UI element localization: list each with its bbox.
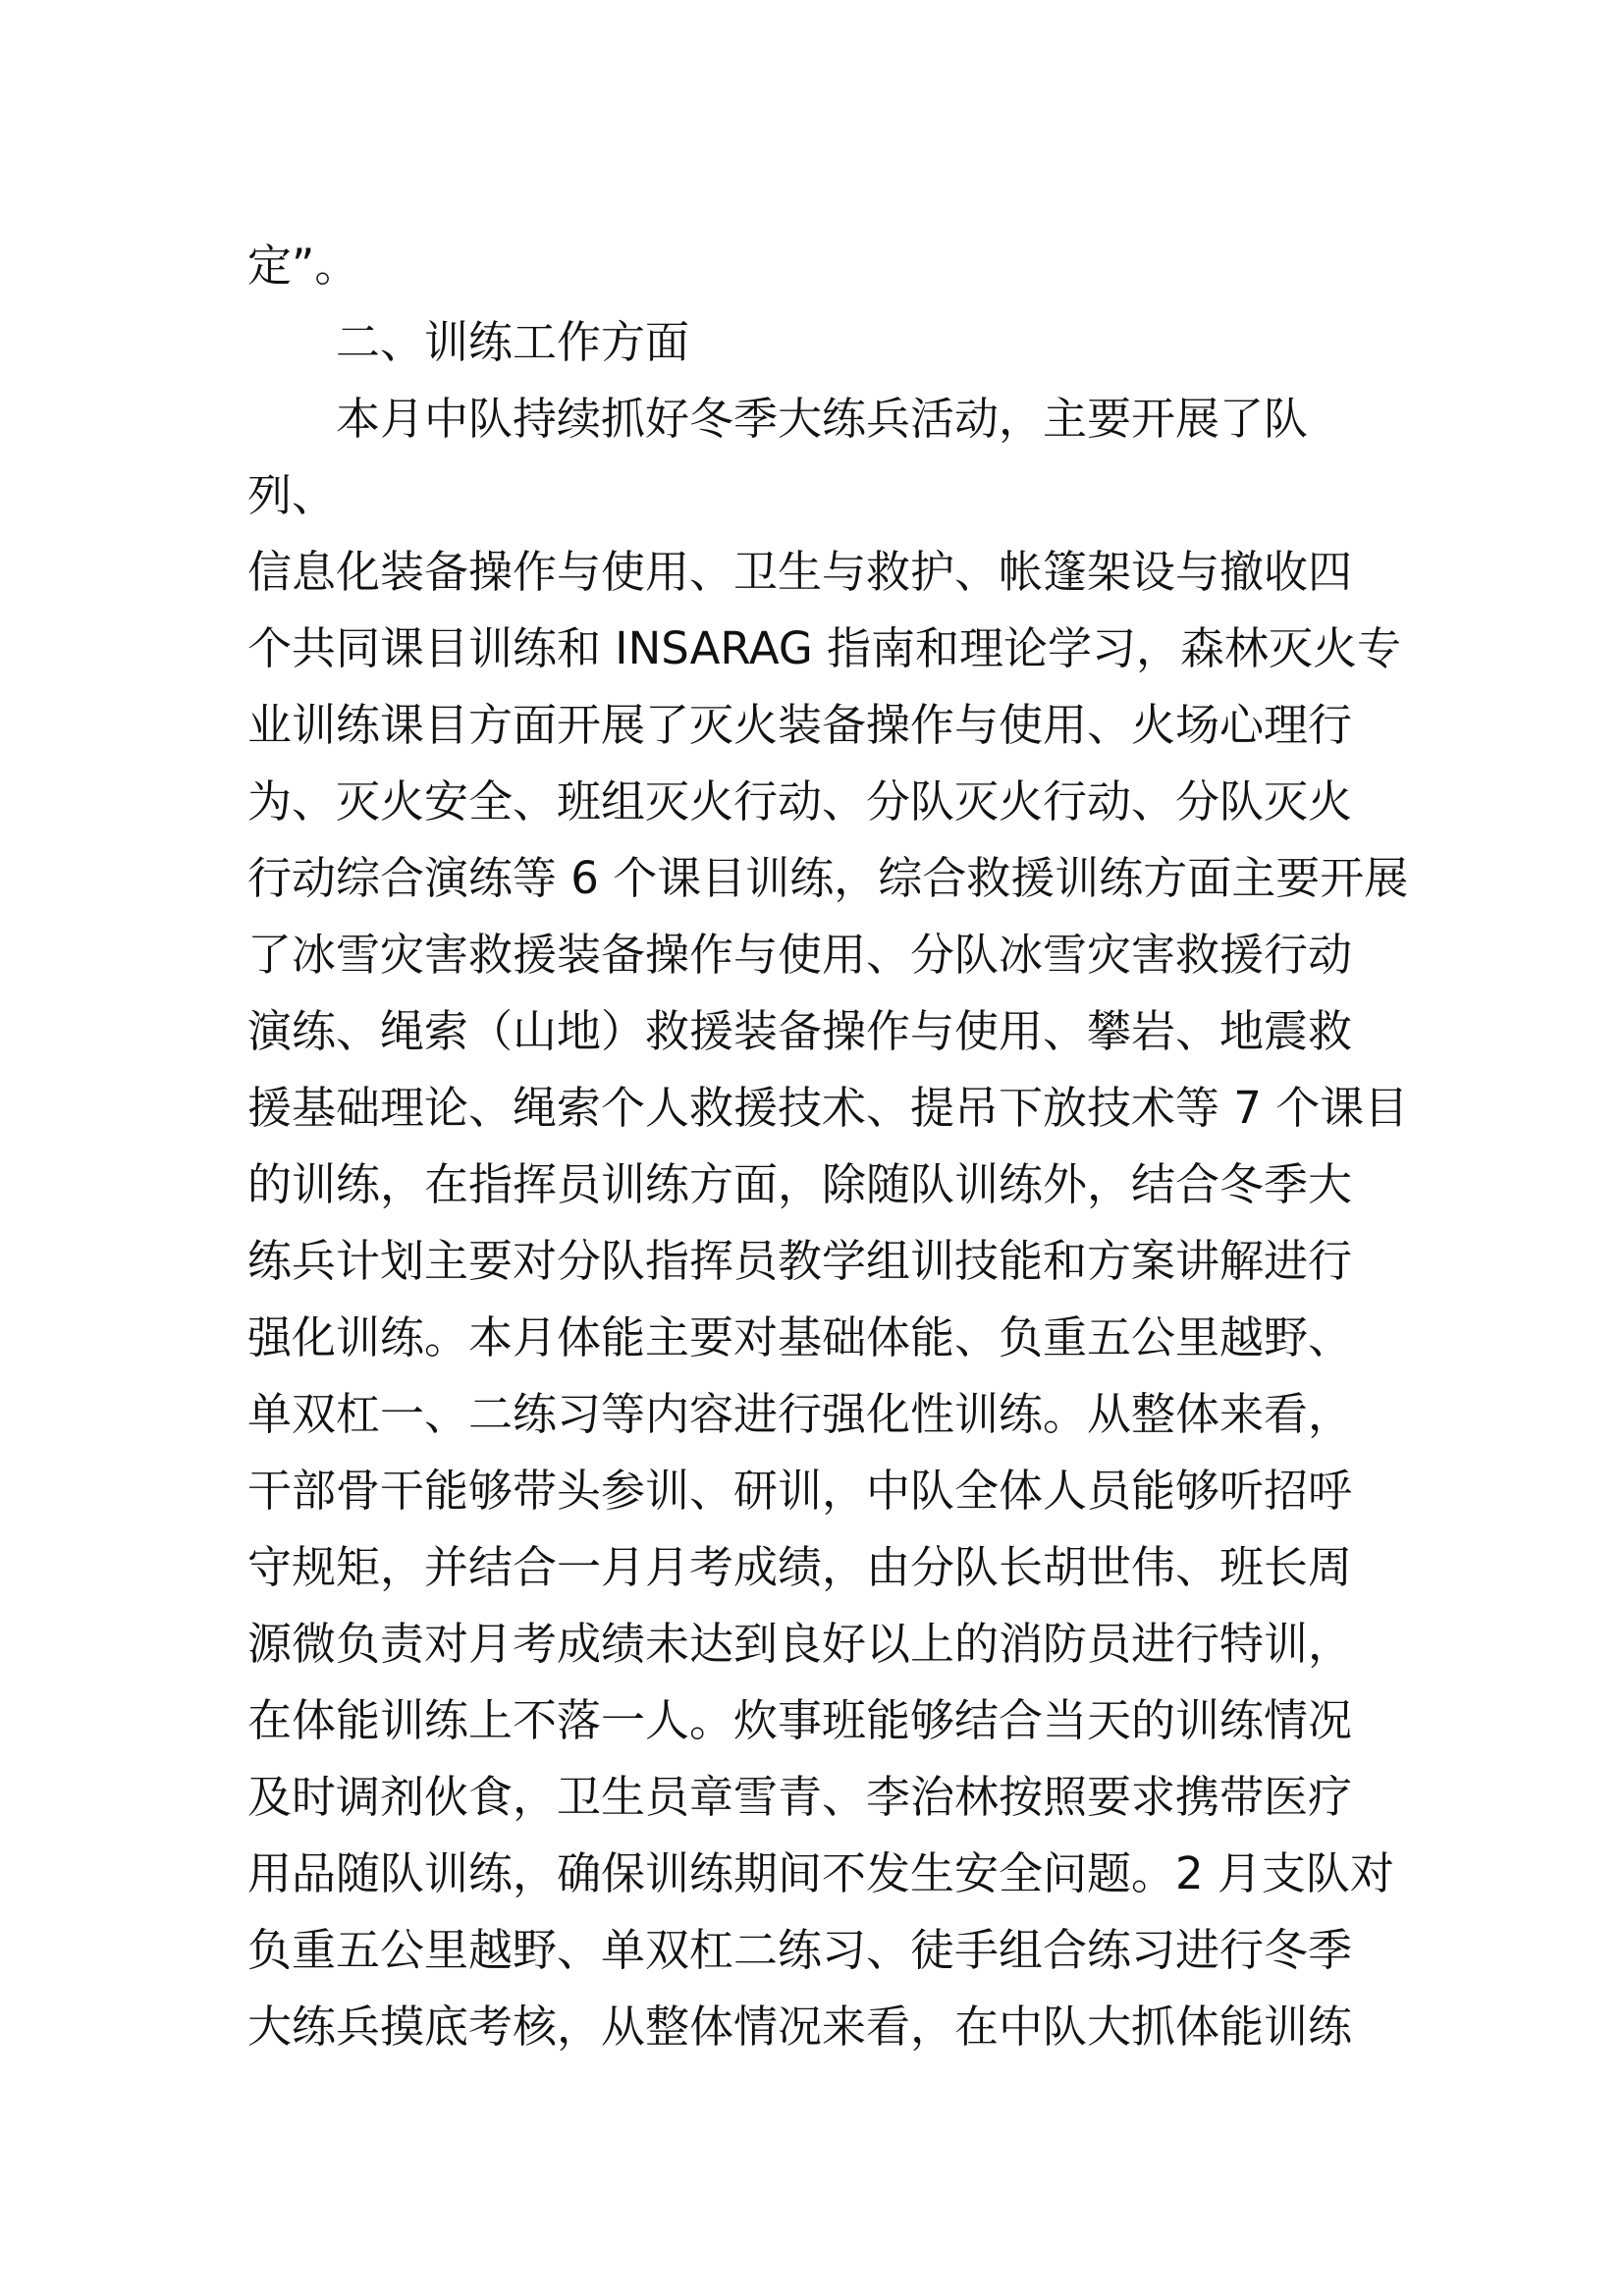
paragraph-start: 本月中队持续抓好冬季大练兵活动，主要开展了队 xyxy=(336,393,1309,445)
text-line: 用品随队训练，确保训练期间不发生安全问题。2 月支队对 xyxy=(247,1847,1394,1899)
text-line: 练兵计划主要对分队指挥员教学组训技能和方案讲解进行 xyxy=(247,1235,1353,1287)
text-line: 干部骨干能够带头参训、研训，中队全体人员能够听招呼 xyxy=(247,1465,1353,1517)
text-line: 演练、绳索（山地）救援装备操作与使用、攀岩、地震救 xyxy=(247,1005,1353,1057)
text-line: 的训练，在指挥员训练方面，除随队训练外，结合冬季大 xyxy=(247,1158,1353,1210)
text-line: 援基础理论、绳索个人救援技术、提吊下放技术等 7 个课目 xyxy=(247,1082,1409,1134)
text-line: 定”。 xyxy=(247,240,359,292)
text-line: 负重五公里越野、单双杠二练习、徒手组合练习进行冬季 xyxy=(247,1924,1353,1976)
text-line: 强化训练。本月体能主要对基础体能、负重五公里越野、 xyxy=(247,1311,1353,1363)
text-line: 了冰雪灾害救援装备操作与使用、分队冰雪灾害救援行动 xyxy=(247,929,1353,981)
text-line: 单双杠一、二练习等内容进行强化性训练。从整体来看， xyxy=(247,1388,1353,1440)
text-line: 为、灭火安全、班组灭火行动、分队灭火行动、分队灭火 xyxy=(247,775,1353,828)
text-line: 源微负责对月考成绩未达到良好以上的消防员进行特训， xyxy=(247,1618,1353,1670)
document-page xyxy=(247,228,1409,2065)
section-heading: 二、训练工作方面 xyxy=(336,316,690,368)
text-line: 守规矩，并结合一月月考成绩，由分队长胡世伟、班长周 xyxy=(247,1541,1353,1593)
text-line: 及时调剂伙食，卫生员章雪青、李治林按照要求携带医疗 xyxy=(247,1771,1353,1823)
text-line: 在体能训练上不落一人。炊事班能够结合当天的训练情况 xyxy=(247,1694,1353,1746)
text-line: 信息化装备操作与使用、卫生与救护、帐篷架设与撤收四 xyxy=(247,546,1353,598)
text-line: 大练兵摸底考核，从整体情况来看，在中队大抓体能训练 xyxy=(247,2001,1353,2053)
text-line: 个共同课目训练和 INSARAG 指南和理论学习，森林灭火专 xyxy=(247,622,1402,674)
text-line: 列、 xyxy=(247,469,337,521)
text-line: 业训练课目方面开展了灭火装备操作与使用、火场心理行 xyxy=(247,699,1353,751)
text-line: 行动综合演练等 6 个课目训练，综合救援训练方面主要开展 xyxy=(247,852,1409,904)
